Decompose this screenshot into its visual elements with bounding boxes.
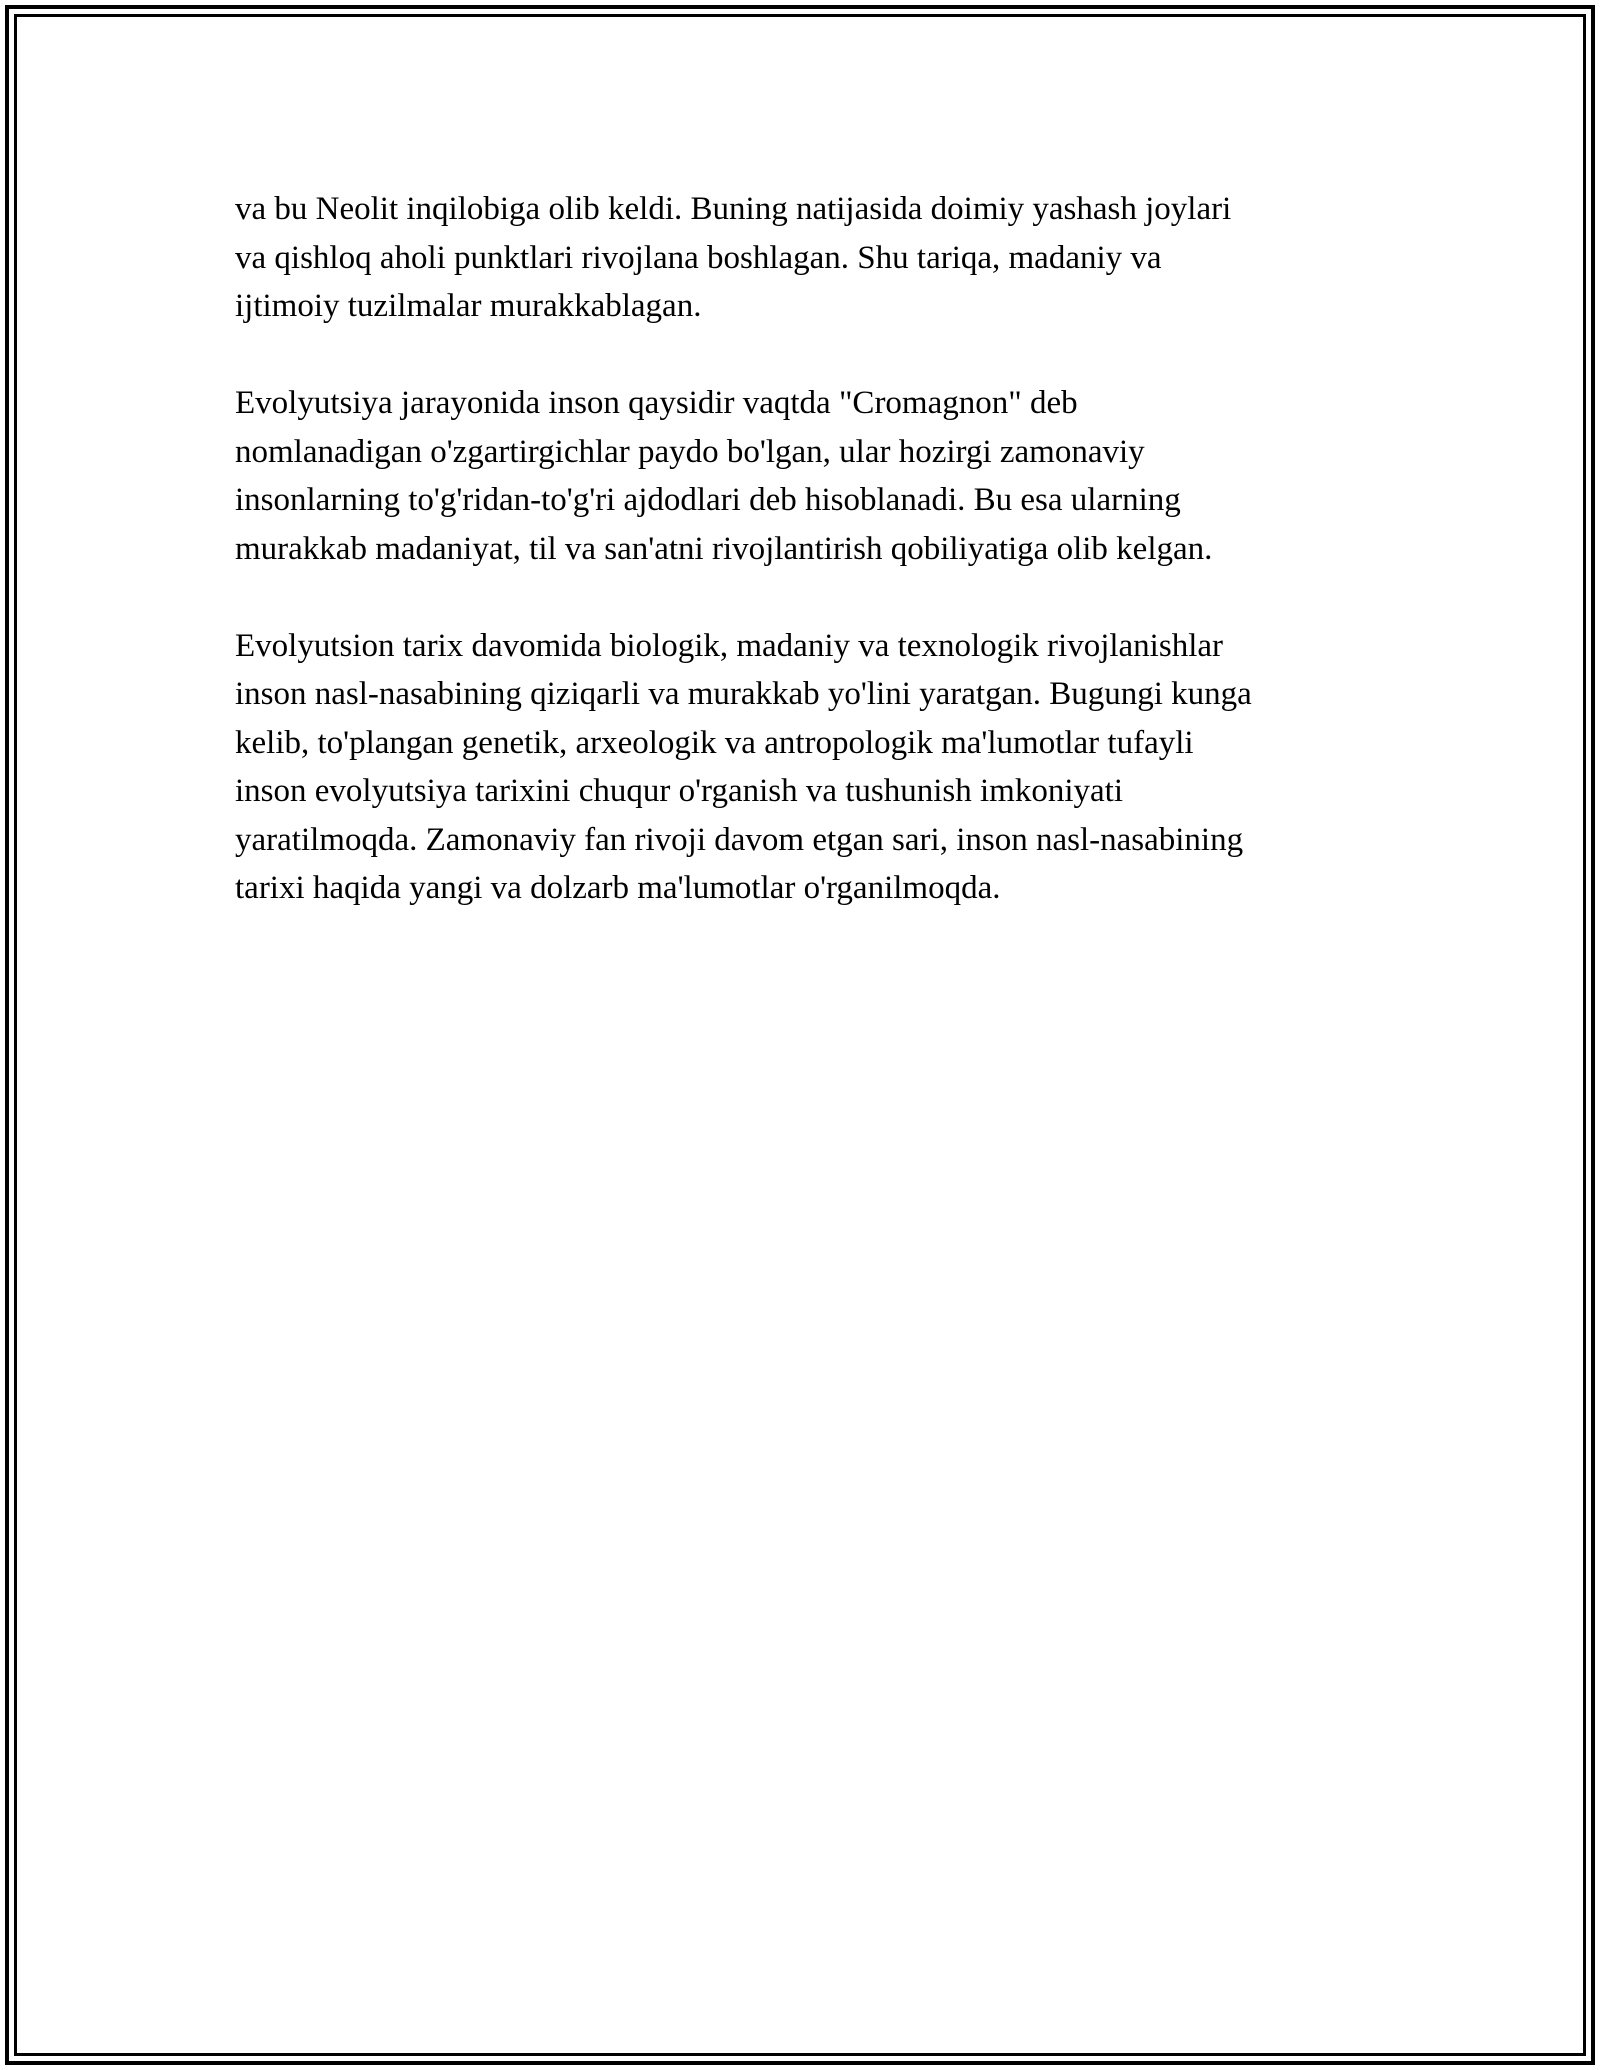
text-line: murakkab madaniyat, til va san'atni rivojlantirish qobiliyatiga olib kelgan.	[235, 530, 1213, 567]
paragraph-neolithic	[235, 185, 1375, 331]
text-line: inson nasl-nasabining qiziqarli va murakkab yo'lini yaratgan. Bugungi kunga	[235, 676, 1252, 712]
text-line: Evolyutsion tarix davomida biologik, madaniy va texnologik rivojlanishlar	[235, 627, 1224, 664]
document-body	[235, 185, 1375, 961]
text-line: va qishloq aholi punktlari rivojlana boshlagan. Shu tariqa, madaniy va	[235, 239, 1162, 276]
text-line: Evolyutsiya jarayonida inson qaysidir vaqtda "Cromagnon" deb	[235, 385, 1078, 421]
text-line: tarixi haqida yangi va dolzarb ma'lumotlar o'rganilmoqda.	[235, 870, 1001, 906]
text-line: yaratilmoqda. Zamonaviy fan rivoji davom etgan sari, inson nasl-nasabining	[235, 821, 1244, 858]
text-line: inson evolyutsiya tarixini chuqur o'rganish va tushunish imkoniyati	[235, 773, 1124, 809]
text-line: kelib, to'plangan genetik, arxeologik va antropologik ma'lumotlar tufayli	[235, 724, 1194, 761]
text-line: ijtimoiy tuzilmalar murakkablagan.	[235, 288, 702, 324]
paragraph-evolution-history	[235, 622, 1375, 913]
paragraph-cromagnon	[235, 379, 1375, 573]
text-line: nomlanadigan o'zgartirgichlar paydo bo'lgan, ular hozirgi zamonaviy	[235, 433, 1145, 470]
text-line: insonlarning to'g'ridan-to'g'ri ajdodlari deb hisoblanadi. Bu esa ularning	[235, 482, 1181, 518]
text-line: va bu Neolit inqilobiga olib keldi. Buning natijasida doimiy yashash joylari	[235, 191, 1232, 227]
